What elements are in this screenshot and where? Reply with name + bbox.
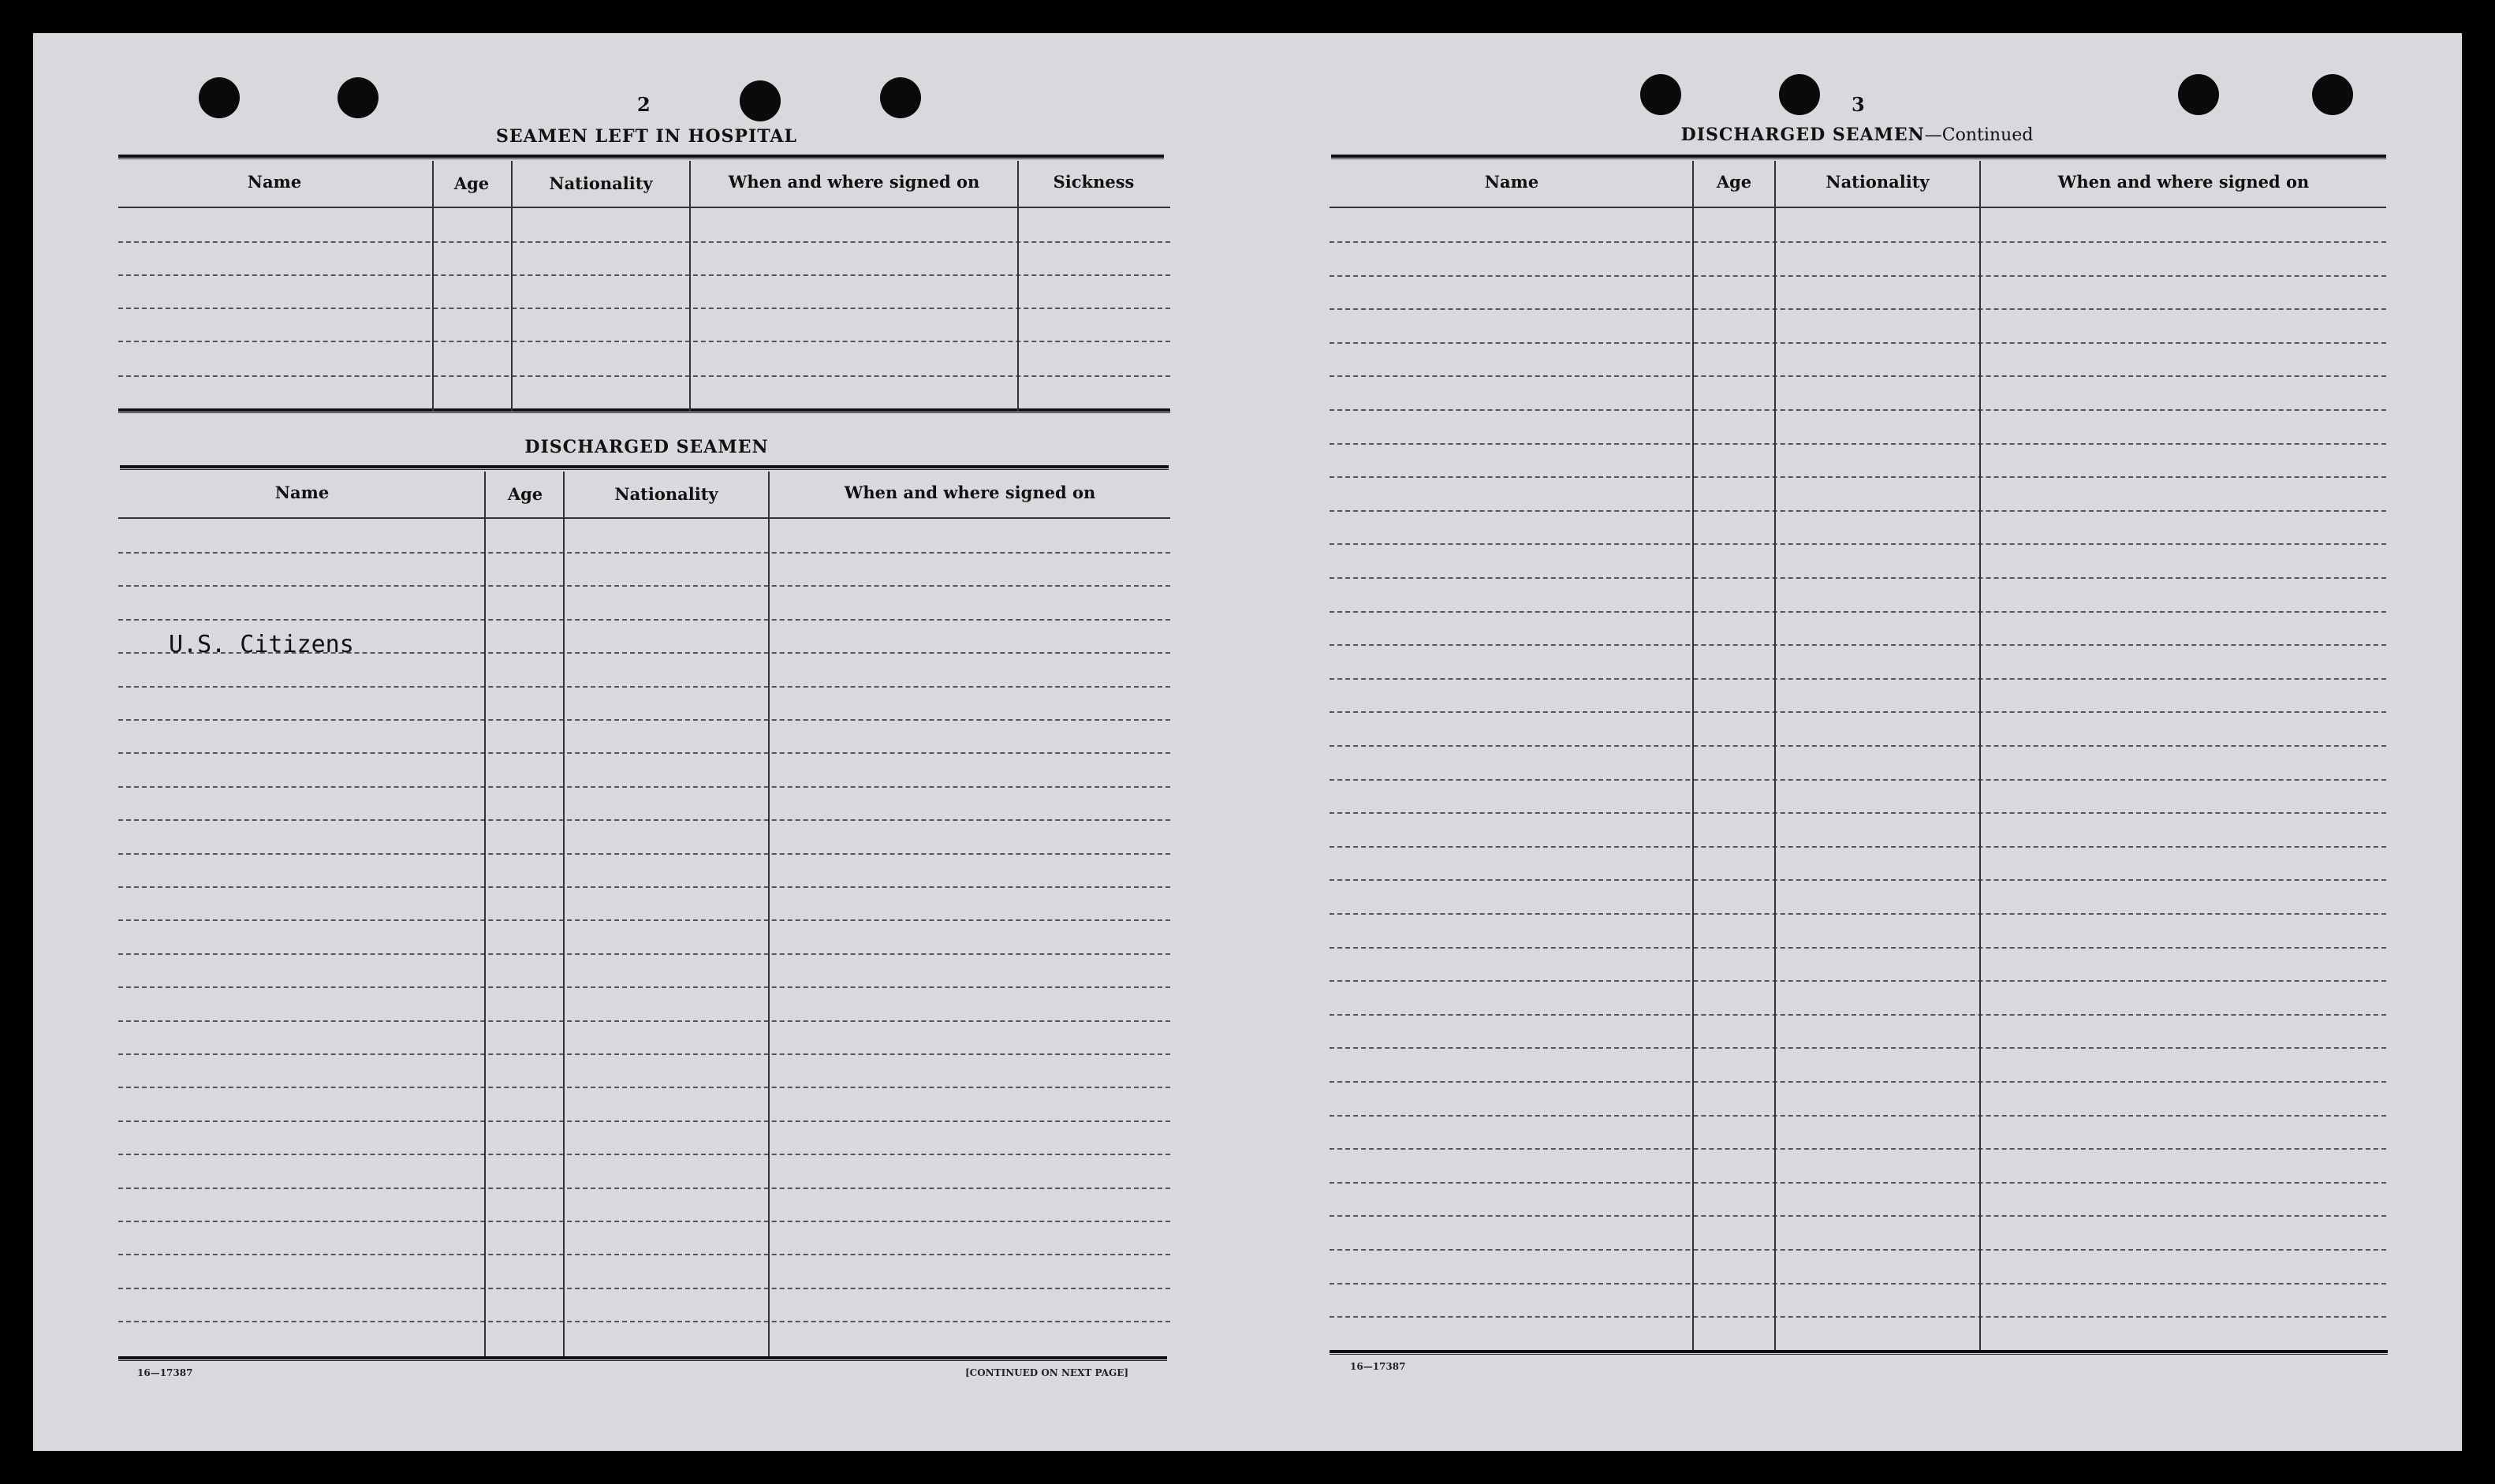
left-form-number: 16—17387 — [137, 1367, 193, 1378]
hospital-top-rule — [118, 155, 1164, 159]
discharged-row-line — [118, 886, 1170, 888]
right-row-line — [1330, 1215, 2386, 1217]
hospital-col-divider — [511, 161, 513, 412]
right-top-rule — [1331, 155, 2386, 159]
right-title-suffix: —Continued — [1924, 125, 2034, 145]
hospital-col-name: Name — [247, 172, 302, 192]
right-page-number: 3 — [1852, 93, 1865, 116]
discharged-row-line — [118, 786, 1170, 788]
discharged-row-line — [118, 1154, 1170, 1155]
right-row-line — [1330, 711, 2386, 713]
right-row-line — [1330, 1316, 2386, 1318]
right-col-nationality: Nationality — [1826, 172, 1930, 192]
discharged-row-line — [118, 1188, 1170, 1189]
right-row-line — [1330, 1182, 2386, 1184]
hospital-col-signed-on: When and where signed on — [728, 172, 980, 192]
handwritten-entry: U.S. Citizens — [169, 631, 354, 658]
right-row-line — [1330, 779, 2386, 781]
discharged-col-name: Name — [274, 483, 330, 502]
hospital-row-line — [118, 375, 1170, 377]
right-form-number: 16—17387 — [1350, 1361, 1406, 1372]
right-row-line — [1330, 342, 2386, 344]
discharged-row-line — [118, 1254, 1170, 1255]
discharged-col-divider — [484, 472, 486, 1359]
right-row-line — [1330, 846, 2386, 848]
right-row-line — [1330, 308, 2386, 310]
punch-hole-2 — [338, 77, 379, 118]
hospital-header-line — [118, 207, 1170, 208]
right-row-line — [1330, 409, 2386, 411]
punch-hole-5 — [1640, 74, 1681, 115]
continued-note: [CONTINUED ON NEXT PAGE] — [965, 1367, 1129, 1378]
right-row-line — [1330, 1249, 2386, 1251]
right-bottom-rule — [1330, 1350, 2388, 1355]
discharged-col-divider — [563, 472, 565, 1359]
right-row-line — [1330, 375, 2386, 377]
right-row-line — [1330, 476, 2386, 478]
right-row-line — [1330, 443, 2386, 445]
discharged-row-line — [118, 619, 1170, 621]
right-row-line — [1330, 644, 2386, 646]
discharged-row-line — [118, 819, 1170, 821]
right-section-title — [1333, 125, 2381, 145]
punch-hole-6 — [1779, 74, 1820, 115]
right-row-line — [1330, 543, 2386, 545]
discharged-row-line — [118, 919, 1170, 921]
discharged-section-title: DISCHARGED SEAMEN — [524, 437, 769, 457]
right-col-divider — [1774, 161, 1776, 1352]
discharged-row-line — [118, 1087, 1170, 1088]
right-row-line — [1330, 1148, 2386, 1150]
discharged-row-line — [118, 686, 1170, 688]
discharged-row-line — [118, 1020, 1170, 1022]
right-row-line — [1330, 812, 2386, 814]
hospital-col-divider — [689, 161, 691, 412]
right-col-divider — [1979, 161, 1981, 1352]
right-row-line — [1330, 879, 2386, 881]
discharged-row-line — [118, 1053, 1170, 1055]
right-row-line — [1330, 678, 2386, 680]
punch-hole-8 — [2312, 74, 2353, 115]
hospital-col-age: Age — [453, 173, 490, 193]
right-row-line — [1330, 1283, 2386, 1285]
right-col-signed-on: When and where signed on — [2057, 172, 2310, 192]
right-col-divider — [1692, 161, 1694, 1352]
discharged-row-line — [118, 1321, 1170, 1322]
punch-hole-7 — [2178, 74, 2219, 115]
right-col-age: Age — [1716, 172, 1752, 192]
punch-hole-3 — [740, 80, 781, 121]
discharged-top-rule — [120, 465, 1169, 470]
hospital-col-nationality: Nationality — [549, 173, 653, 193]
discharged-header-line — [118, 517, 1170, 519]
left-page-number: 2 — [637, 93, 651, 116]
discharged-row-line — [118, 1120, 1170, 1122]
right-col-name: Name — [1484, 172, 1539, 192]
right-row-line — [1330, 611, 2386, 613]
right-row-line — [1330, 947, 2386, 949]
hospital-row-line — [118, 341, 1170, 342]
punch-hole-1 — [199, 77, 240, 118]
hospital-row-line — [118, 308, 1170, 309]
right-row-line — [1330, 913, 2386, 915]
discharged-row-line — [118, 1221, 1170, 1222]
hospital-col-divider — [1017, 161, 1019, 412]
right-title-main: DISCHARGED SEAMEN — [1680, 125, 1925, 145]
discharged-col-nationality: Nationality — [614, 484, 718, 504]
discharged-row-line — [118, 986, 1170, 988]
right-row-line — [1330, 510, 2386, 512]
right-row-line — [1330, 275, 2386, 277]
right-row-line — [1330, 1014, 2386, 1016]
right-row-line — [1330, 1115, 2386, 1117]
discharged-row-line — [118, 552, 1170, 554]
hospital-section-title: SEAMEN LEFT IN HOSPITAL — [496, 126, 797, 147]
discharged-row-line — [118, 1288, 1170, 1289]
discharged-col-age: Age — [507, 484, 543, 504]
discharged-bottom-rule — [118, 1356, 1167, 1361]
right-row-line — [1330, 577, 2386, 579]
right-row-line — [1330, 745, 2386, 747]
document-sheet — [33, 33, 2462, 1451]
discharged-row-line — [118, 953, 1170, 955]
punch-hole-4 — [880, 77, 921, 118]
discharged-col-signed-on: When and where signed on — [844, 483, 1096, 502]
discharged-row-line — [118, 853, 1170, 855]
right-row-line — [1330, 1081, 2386, 1083]
hospital-col-divider — [432, 161, 434, 412]
hospital-row-line — [118, 241, 1170, 243]
right-row-line — [1330, 980, 2386, 982]
right-row-line — [1330, 241, 2386, 243]
discharged-row-line — [118, 585, 1170, 587]
hospital-col-sickness: Sickness — [1053, 172, 1135, 192]
discharged-row-line — [118, 752, 1170, 754]
hospital-row-line — [118, 274, 1170, 276]
hospital-bottom-rule — [118, 408, 1170, 413]
right-row-line — [1330, 1047, 2386, 1049]
discharged-row-line — [118, 719, 1170, 721]
right-header-line — [1330, 207, 2386, 208]
discharged-col-divider — [768, 472, 770, 1359]
